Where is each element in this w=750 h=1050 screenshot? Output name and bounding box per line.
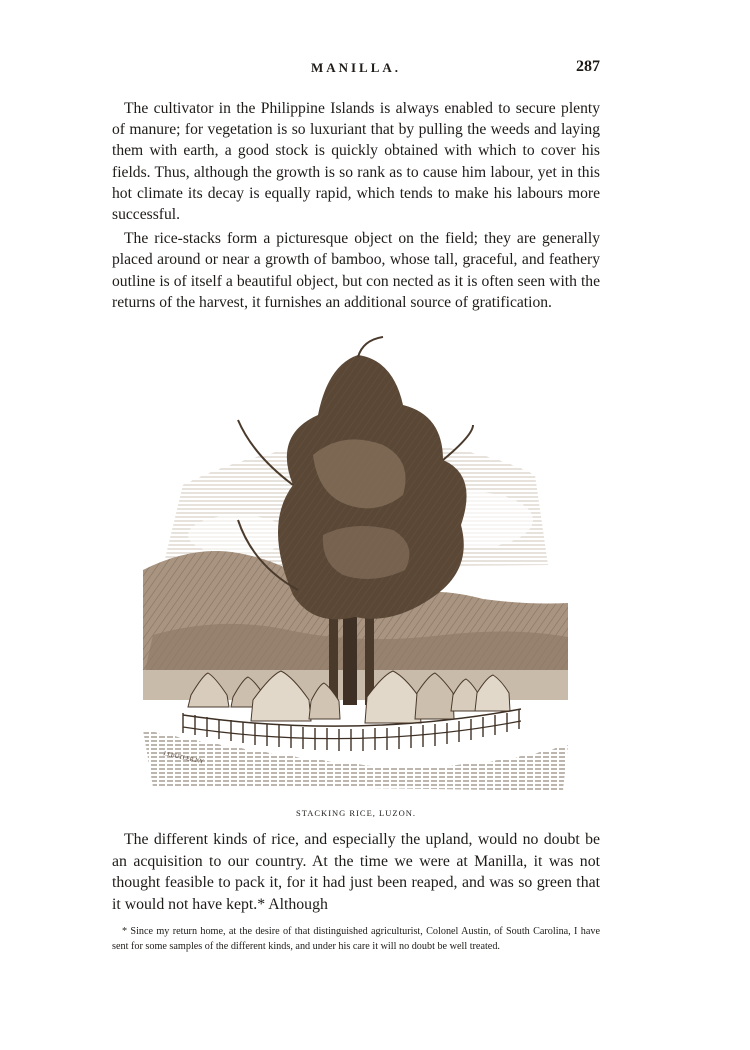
paragraph-kinds-of-rice: The different kinds of rice, and especially the upland, would no doubt be an acquisition to our country. At the time we were at Manilla, it was not thought feasible to pack it, for it had just been reaped, and was so green that it would not have kept.* Although [112, 831, 600, 913]
body-text-continued [112, 829, 600, 915]
engraver-signature: J.J.BUTLER.NY [162, 751, 205, 766]
body-text [112, 98, 600, 313]
page-number: 287 [576, 58, 600, 75]
stacking-rice-engraving [143, 335, 568, 795]
paragraph-rice-stacks: The rice-stacks form a picturesque object on the field; they are generally placed around or near a growth of bamboo, whose tall, graceful, and feathery outline is of itself a beautiful object, but con nected as it is often seen with the returns of the harvest, it furnishes an additional source of gratification. [112, 230, 600, 311]
footnote-text: * Since my return home, at the desire of that distinguished agriculturist, Colonel Austin, of South Carolina, I have sent for some samples of the different kinds, and under his care it will no doubt be well treated. [112, 926, 600, 952]
figure-caption: STACKING RICE, LUZON. [296, 808, 416, 818]
running-title: MANILLA. [310, 60, 402, 75]
engraving-figure [143, 335, 568, 795]
footnote [112, 925, 600, 954]
page-header [112, 60, 600, 82]
paragraph-cultivator: The cultivator in the Philippine Islands is always enabled to secure plenty of manure; for vegetation is so luxuriant that by pulling the weeds and laying them with earth, a good stock is quickly obtained with which to cover his fields. Thus, although the growth is so rank as to cause him labour, yet in this hot climate its decay is equally rapid, which tends to make his labours more successful. [112, 100, 600, 224]
fence [183, 709, 521, 751]
